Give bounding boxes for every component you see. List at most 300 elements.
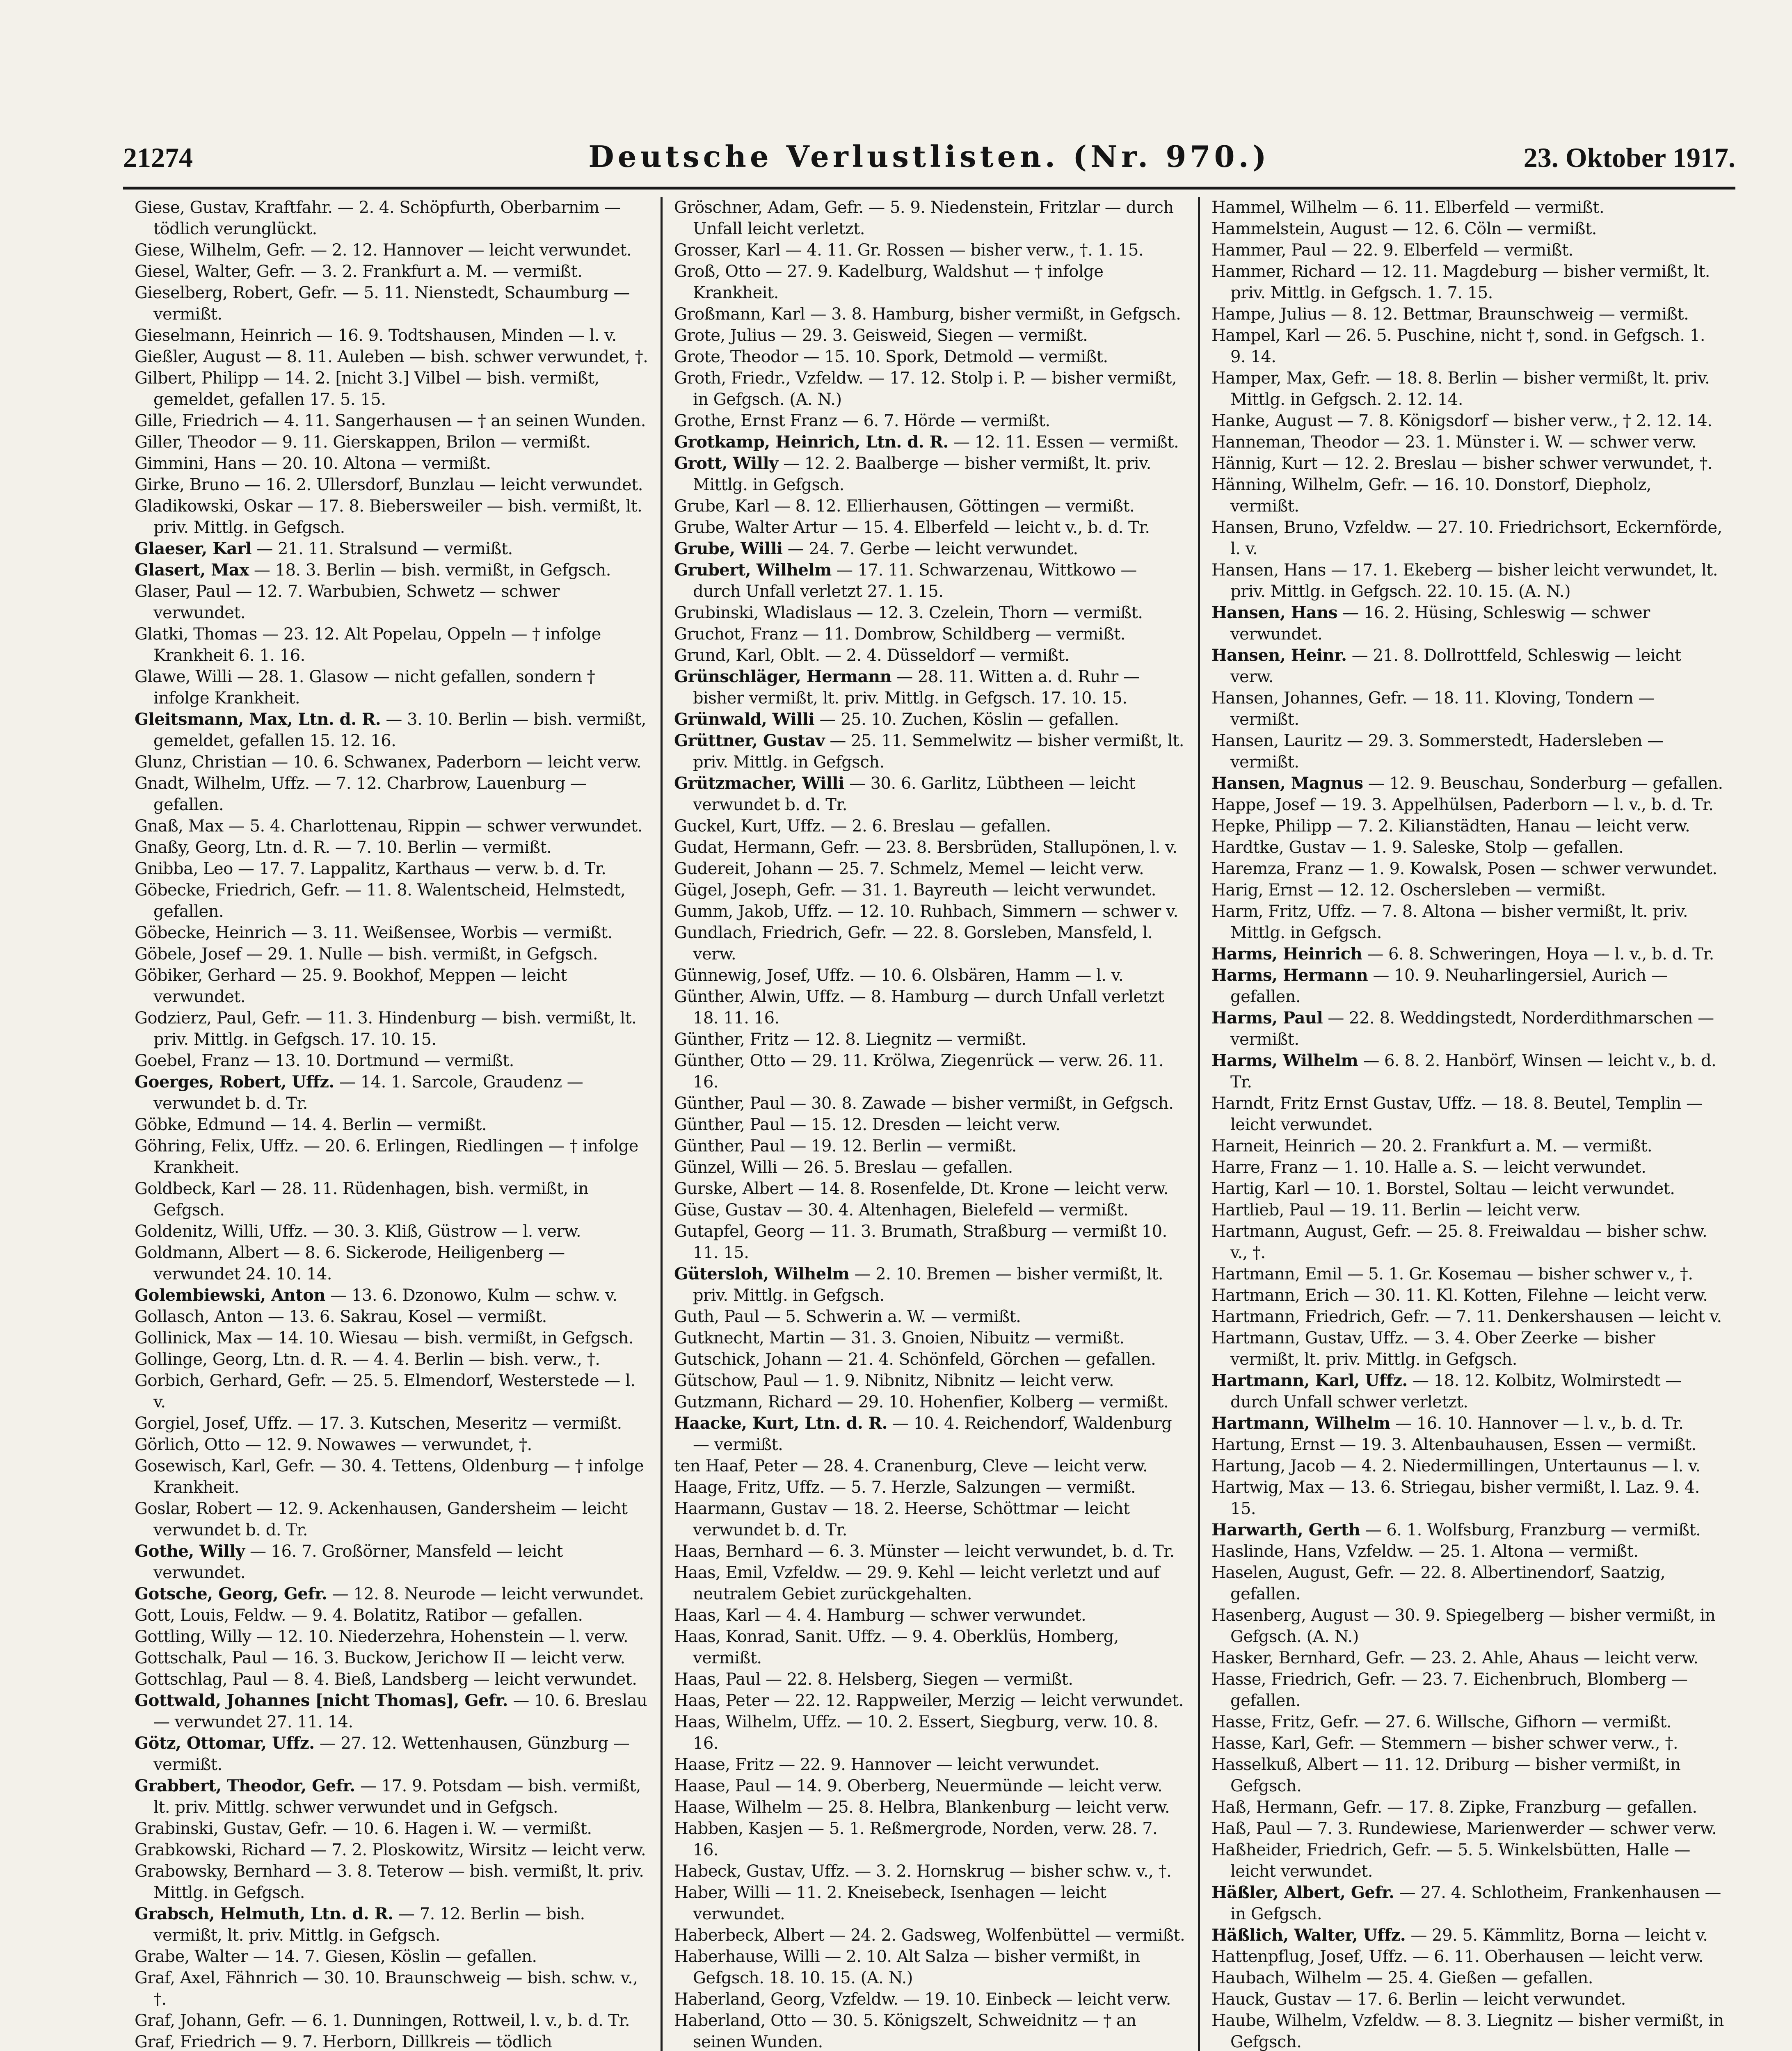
- casualty-entry: [1211, 1989, 1724, 2010]
- casualty-entry: [135, 773, 649, 815]
- casualty-name: Haberland, Georg, Vzfeldw.: [674, 1990, 898, 2009]
- casualty-details: — 11. 3. Brumath, Straßburg — vermißt 10. 11. 15.: [693, 1222, 1167, 1262]
- casualty-entry: [135, 538, 649, 560]
- casualty-details: — 2. 10. Bremen — bisher vermißt, lt. priv. Mittlg. in Gefgsch.: [693, 1265, 1163, 1305]
- casualty-entry: [135, 1007, 649, 1050]
- casualty-name: Haas, Paul: [674, 1670, 761, 1689]
- casualty-name: Gutknecht, Martin: [674, 1329, 825, 1348]
- casualty-name: Grabsch, Helmuth, Ltn. d. R.: [135, 1904, 393, 1923]
- casualty-name: Hasse, Fritz, Gefr.: [1211, 1713, 1359, 1731]
- casualty-name: Grube, Karl: [674, 497, 769, 516]
- casualty-name: Hasse, Karl, Gefr.: [1211, 1734, 1355, 1753]
- casualty-name: Günther, Paul: [674, 1137, 785, 1156]
- casualty-entry: [1211, 858, 1724, 879]
- casualty-name: Göhring, Felix, Uffz.: [135, 1137, 299, 1156]
- casualty-name: Hardtke, Gustav: [1211, 838, 1346, 857]
- casualty-entry: [1211, 965, 1724, 1007]
- casualty-entry: [1211, 1199, 1724, 1221]
- casualty-entry: [1211, 1455, 1724, 1477]
- casualty-details: — 3. 4. Ober Zeerke — bisher vermißt, lt. priv. Mittlg. in Gefgsch.: [1230, 1329, 1655, 1369]
- casualty-details: — 5. 7. Herzle, Salzungen — vermißt.: [825, 1478, 1136, 1497]
- casualty-name: Gundlach, Friedrich, Gefr.: [674, 923, 887, 942]
- publication-title: Deutsche Verlustlisten. (Nr. 970.): [588, 139, 1270, 174]
- casualty-entry: [674, 1327, 1186, 1349]
- casualty-name: Gutzmann, Richard: [674, 1393, 832, 1411]
- casualty-entry: [674, 1114, 1186, 1135]
- casualty-name: Hansen, Lauritz: [1211, 731, 1342, 750]
- casualty-details: — 10. 9. Neuharlingersiel, Aurich — gefallen.: [1230, 966, 1668, 1006]
- casualty-name: Golembiewski, Anton: [135, 1286, 325, 1305]
- casualty-name: Haas, Wilhelm, Uffz.: [674, 1713, 841, 1731]
- casualty-details: — 27. 9. Kadelburg, Waldshut — † infolge Krankheit.: [693, 262, 1104, 302]
- casualty-entry: [1211, 1925, 1724, 1946]
- casualty-details: — 25. 5. Elmendorf, Westerstede — l. v.: [153, 1371, 635, 1411]
- casualty-details: — 4. 11. Sangerhausen — † an seinen Wunden.: [258, 411, 646, 430]
- casualty-name: Goldbeck, Karl: [135, 1179, 256, 1198]
- casualty-details: — 22. 9. Elberfeld — vermißt.: [1326, 241, 1573, 260]
- casualty-details: — 19. 3. Altenbauhausen, Essen — vermißt.: [1335, 1435, 1696, 1454]
- casualty-entry: [135, 1605, 649, 1626]
- casualty-entry: [674, 965, 1186, 986]
- casualty-entry: [1211, 1711, 1724, 1733]
- casualty-name: Haas, Konrad, Sanit. Uffz.: [674, 1627, 886, 1646]
- casualty-details: — 13. 10. Dortmund — vermißt.: [249, 1051, 514, 1070]
- casualty-entry: [135, 1733, 649, 1775]
- casualty-details: — 10. 2. Essert, Siegburg, verw. 10. 8. 16.: [693, 1713, 1159, 1753]
- casualty-details: — 17. 8. Biebersweiler — bish. vermißt, lt. priv. Mittlg. in Gefgsch.: [153, 497, 642, 537]
- casualty-name: Gilbert, Philipp: [135, 369, 258, 388]
- casualty-name: Hännig, Kurt: [1211, 454, 1318, 473]
- casualty-details: — 18. 8. Berlin — bisher vermißt, lt. priv. Mittlg. in Gefgsch. 2. 12. 14.: [1230, 369, 1710, 409]
- casualty-entry: [135, 581, 649, 624]
- casualty-name: ten Haaf, Peter: [674, 1457, 797, 1475]
- casualty-details: — 30. 8. Zawade — bisher vermißt, in Gefgsch.: [785, 1094, 1174, 1113]
- casualty-entry: [1211, 730, 1724, 773]
- casualty-name: Günther, Otto: [674, 1051, 786, 1070]
- casualty-name: Hansen, Hans: [1211, 603, 1338, 622]
- casualty-name: Groth, Friedr., Vzfeldw.: [674, 369, 864, 388]
- casualty-name: Grabbert, Theodor, Gefr.: [135, 1776, 355, 1795]
- casualty-name: Gosewisch, Karl, Gefr.: [135, 1457, 315, 1475]
- casualty-name: Haas, Emil, Vzfeldw.: [674, 1563, 841, 1582]
- casualty-entry: [1211, 687, 1724, 730]
- casualty-entry: [1211, 1178, 1724, 1199]
- casualty-entry: [674, 1669, 1186, 1690]
- casualty-entry: [1211, 794, 1724, 815]
- casualty-name: Haas, Peter: [674, 1691, 769, 1710]
- casualty-details: — 6. 7. Hörde — vermißt.: [837, 411, 1050, 430]
- casualty-name: Gottling, Willy: [135, 1627, 251, 1646]
- casualty-name: Görlich, Otto: [135, 1435, 240, 1454]
- casualty-details: — 31. 1. Bayreuth — leicht verwundet.: [836, 881, 1156, 900]
- casualty-entry: [135, 1221, 649, 1242]
- casualty-entry: [674, 1306, 1186, 1327]
- casualty-entry: [1211, 1562, 1724, 1605]
- casualty-name: Gleitsmann, Max, Ltn. d. R.: [135, 710, 381, 729]
- casualty-name: Güse, Gustav: [674, 1201, 782, 1220]
- casualty-details: — 3. 8. Hamburg, bisher vermißt, in Gefgsch.: [805, 305, 1181, 324]
- casualty-name: Gieselberg, Robert, Gefr.: [135, 283, 338, 302]
- casualty-details: — 24. 2. Gadsweg, Wolfenbüttel — vermißt.: [824, 1926, 1185, 1945]
- casualty-name: Günther, Fritz: [674, 1030, 789, 1049]
- casualty-details: — 14. 9. Oberberg, Neuermünde — leicht verw.: [770, 1777, 1163, 1795]
- casualty-details: — 1. 9. Saleske, Stolp — gefallen.: [1345, 838, 1624, 857]
- casualty-details: — 27. 6. Willsche, Gifhorn — vermißt.: [1359, 1713, 1672, 1731]
- casualty-entry: [674, 858, 1186, 879]
- casualty-details: — 5. 1. Gr. Kosemau — bisher schwer v., †.: [1342, 1265, 1693, 1284]
- casualty-columns: [123, 197, 1735, 2051]
- casualty-details: — 8. 12. Bettmar, Braunschweig — vermißt.: [1326, 305, 1689, 324]
- casualty-name: Hartmann, Wilhelm: [1211, 1414, 1390, 1433]
- casualty-details: — 29. 3. Geisweid, Siegen — vermißt.: [775, 326, 1088, 345]
- casualty-details: — 19. 12. Berlin — vermißt.: [785, 1137, 1017, 1156]
- casualty-entry: [1211, 560, 1724, 602]
- casualty-details: — 5. Schwerin a. W. — vermißt.: [759, 1307, 1021, 1326]
- casualty-details: — 17. 11. Schwarzenau, Wittkowo — durch Unfall verletzt 27. 1. 15.: [693, 561, 1137, 601]
- casualty-entry: [1211, 197, 1724, 218]
- casualty-details: — 22. 9. Hannover — leicht verwundet.: [774, 1755, 1100, 1774]
- casualty-details: — 9. 11. Gierskappen, Brilon — vermißt.: [256, 433, 591, 452]
- casualty-name: Grabowsky, Bernhard: [135, 1862, 311, 1881]
- casualty-entry: [674, 2010, 1186, 2051]
- casualty-name: Graf, Axel, Fähnrich: [135, 1969, 298, 1987]
- casualty-name: Grosser, Karl: [674, 241, 781, 260]
- casualty-details: — 17. 12. Stolp i. P. — bisher vermißt, in Gefgsch. (A. N.): [693, 369, 1177, 409]
- casualty-entry: [135, 943, 649, 965]
- casualty-name: Haacke, Kurt, Ltn. d. R.: [674, 1414, 887, 1433]
- casualty-name: Hartmann, Karl, Uffz.: [1211, 1371, 1408, 1390]
- casualty-name: Haase, Fritz: [674, 1755, 774, 1774]
- casualty-details: — 30. 9. Spiegelberg — bisher vermißt, in Gefgsch. (A. N.): [1230, 1606, 1715, 1646]
- casualty-name: Grotkamp, Heinrich, Ltn. d. R.: [674, 432, 949, 452]
- casualty-name: Gudat, Hermann, Gefr.: [674, 838, 860, 857]
- casualty-name: Gottschalk, Paul: [135, 1649, 267, 1667]
- casualty-entry: [674, 496, 1186, 517]
- casualty-name: Hartmann, Erich: [1211, 1286, 1349, 1305]
- casualty-name: Gottschlag, Paul: [135, 1670, 268, 1689]
- casualty-entry: [674, 1711, 1186, 1754]
- casualty-entry: [135, 1306, 649, 1327]
- casualty-entry: [1211, 1519, 1724, 1541]
- casualty-details: — 3. 2. Hornskrug — bisher schw. v., †.: [850, 1862, 1172, 1881]
- casualty-name: Hansen, Heinr.: [1211, 646, 1347, 665]
- casualty-entry: [135, 453, 649, 474]
- casualty-details: — 23. 7. Eichenbruch, Blomberg — gefallen.: [1230, 1670, 1688, 1710]
- casualty-entry: [1211, 1477, 1724, 1519]
- casualty-details: — 12. 11. Magdeburg — bisher vermißt, lt. priv. Mittlg. in Gefgsch. 1. 7. 15.: [1230, 262, 1710, 302]
- casualty-entry: [674, 709, 1186, 730]
- casualty-entry: [135, 815, 649, 837]
- casualty-name: Gießler, August: [135, 347, 261, 366]
- casualty-name: Hasker, Bernhard, Gefr.: [1211, 1649, 1405, 1667]
- casualty-details: — 25. 7. Schmelz, Memel — leicht verw.: [812, 859, 1144, 878]
- casualty-entry: [1211, 1306, 1724, 1327]
- casualty-name: Hammer, Paul: [1211, 241, 1326, 260]
- casualty-entry: [1211, 304, 1724, 325]
- casualty-entry: [135, 1071, 649, 1114]
- casualty-details: — 7. 12. Berlin — bish. vermißt, lt. priv. Mittlg. in Gefgsch.: [153, 1905, 585, 1945]
- casualty-name: Gütschow, Paul: [674, 1371, 798, 1390]
- casualty-name: Häßlich, Walter, Uffz.: [1211, 1925, 1406, 1945]
- casualty-name: Gurske, Albert: [674, 1179, 793, 1198]
- casualty-details: — 23. 8. Bersbrüden, Stallupönen, l. v.: [859, 838, 1177, 857]
- casualty-entry: [674, 1541, 1186, 1562]
- casualty-entry: [674, 645, 1186, 666]
- issue-date: 23. Oktober 1917.: [1523, 142, 1735, 173]
- casualty-details: — 5. 9. Niedenstein, Fritzlar — durch Unfall leicht verletzt.: [693, 198, 1174, 238]
- casualty-entry: [135, 1114, 649, 1135]
- casualty-details: — 14. 10. Wiesau — bish. vermißt, in Gefgsch.: [251, 1329, 634, 1348]
- casualty-entry: [1211, 1285, 1724, 1306]
- casualty-name: Gotsche, Georg, Gefr.: [135, 1584, 327, 1603]
- column-2: [661, 197, 1198, 2051]
- casualty-details: — 8. 3. Liegnitz — bisher vermißt, in Gefgsch.: [1230, 2011, 1724, 2051]
- casualty-details: — 28. 11. Rüdenhagen, bish. vermißt, in Gefgsch.: [153, 1179, 589, 1220]
- casualty-entry: [1211, 517, 1724, 560]
- casualty-name: Harneit, Heinrich: [1211, 1137, 1355, 1156]
- casualty-entry: [135, 879, 649, 922]
- column-1: [123, 197, 661, 2051]
- casualty-entry: [135, 432, 649, 453]
- casualty-details: — 7. 12. Charbrow, Lauenburg — gefallen.: [153, 774, 587, 814]
- casualty-entry: [135, 1669, 649, 1690]
- casualty-details: — 2. 4. Düsseldorf — vermißt.: [820, 646, 1070, 665]
- casualty-entry: [1211, 1818, 1724, 1839]
- casualty-entry: [674, 1477, 1186, 1498]
- casualty-entry: [674, 368, 1186, 410]
- casualty-entry: [674, 1093, 1186, 1114]
- casualty-details: — 17. 8. Zipke, Franzburg — gefallen.: [1382, 1798, 1697, 1817]
- casualty-entry: [135, 1178, 649, 1221]
- casualty-details: — 27. 12. Wettenhausen, Günzburg — vermißt.: [153, 1734, 630, 1774]
- casualty-details: — 16. 3. Buckow, Jerichow II — leicht verw.: [267, 1649, 625, 1667]
- casualty-name: Hartung, Jacob: [1211, 1457, 1335, 1475]
- casualty-name: Harndt, Fritz Ernst Gustav, Uffz.: [1211, 1094, 1477, 1113]
- casualty-entry: [674, 1221, 1186, 1263]
- casualty-entry: [674, 922, 1186, 965]
- casualty-entry: [674, 325, 1186, 346]
- casualty-entry: [1211, 901, 1724, 943]
- casualty-details: — 19. 10. Einbeck — leicht verw.: [898, 1990, 1171, 2009]
- casualty-name: Grubert, Wilhelm: [674, 560, 832, 580]
- casualty-name: Hauck, Gustav: [1211, 1990, 1331, 2009]
- casualty-name: Gorbich, Gerhard, Gefr.: [135, 1371, 327, 1390]
- casualty-name: Goldmann, Albert: [135, 1243, 279, 1262]
- casualty-entry: [674, 837, 1186, 858]
- casualty-details: — 19. 3. Appelhülsen, Paderborn — l. v., b. d. Tr.: [1315, 795, 1714, 814]
- casualty-details: — 4. 2. Niedermillingen, Untertaunus — l. v.: [1335, 1457, 1701, 1475]
- casualty-name: Hartmann, Gustav, Uffz.: [1211, 1329, 1408, 1348]
- casualty-name: Hammelstein, August: [1211, 219, 1387, 238]
- casualty-name: Gorgiel, Josef, Uffz.: [135, 1414, 293, 1433]
- casualty-details: — 22. 8. Gorsleben, Mansfeld, l. verw.: [693, 923, 1153, 964]
- casualty-entry: [674, 1626, 1186, 1669]
- casualty-entry: [1211, 1007, 1724, 1050]
- casualty-details: — 12. 2. Breslau — bisher schwer verwundet, †.: [1317, 454, 1713, 473]
- casualty-details: — 10. 1. Borstel, Soltau — leicht verwundet.: [1309, 1179, 1675, 1198]
- casualty-details: — 26. 5. Puschine, nicht †, sond. in Gefgsch. 1. 9. 14.: [1230, 326, 1705, 366]
- casualty-details: — 3. 2. Frankfurt a. M. — vermißt.: [295, 262, 583, 281]
- casualty-details: — 27. 10. Friedrichsort, Eckernförde, l. v.: [1230, 518, 1722, 558]
- casualty-name: Gnibba, Leo: [135, 859, 233, 878]
- casualty-entry: [674, 1797, 1186, 1818]
- casualty-details: — 21. 4. Schönfeld, Görchen — gefallen.: [822, 1350, 1156, 1369]
- casualty-entry: [1211, 368, 1724, 410]
- casualty-entry: [1211, 837, 1724, 858]
- casualty-entry: [674, 304, 1186, 325]
- casualty-details: — 16. 10. Hannover — l. v., b. d. Tr.: [1390, 1414, 1684, 1433]
- casualty-name: Göbele, Josef: [135, 945, 241, 964]
- casualty-name: Grothe, Ernst Franz: [674, 411, 837, 430]
- casualty-details: — 12. 7. Warbubien, Schwetz — schwer verwundet.: [153, 582, 560, 622]
- casualty-name: Gladikowski, Oskar: [135, 497, 293, 516]
- column-3: [1198, 197, 1735, 2051]
- casualty-name: Graf, Friedrich: [135, 2033, 256, 2051]
- casualty-name: Hasse, Friedrich, Gefr.: [1211, 1670, 1396, 1689]
- casualty-entry: [674, 773, 1186, 815]
- casualty-name: Glasert, Max: [135, 560, 249, 580]
- casualty-entry: [135, 1285, 649, 1306]
- casualty-details: — Stemmern — bisher schwer verw., †.: [1354, 1734, 1678, 1753]
- casualty-details: — 8. Hamburg — durch Unfall verletzt 18. 11. 16.: [693, 987, 1164, 1028]
- casualty-entry: [674, 1199, 1186, 1221]
- casualty-name: Harms, Hermann: [1211, 966, 1368, 985]
- casualty-name: Hartlieb, Paul: [1211, 1201, 1324, 1220]
- casualty-entry: [135, 624, 649, 666]
- casualty-entry: [674, 1349, 1186, 1370]
- casualty-name: Haberland, Otto: [674, 2011, 807, 2030]
- casualty-name: Günnewig, Josef, Uffz.: [674, 966, 855, 985]
- casualty-details: — 2. 12. Hannover — leicht verwundet.: [306, 241, 632, 260]
- casualty-entry: [674, 986, 1186, 1029]
- casualty-details: — 27. 4. Schlotheim, Frankenhausen — in Gefgsch.: [1230, 1883, 1721, 1923]
- casualty-details: — 17. 6. Berlin — leicht verwundet.: [1330, 1990, 1626, 2009]
- casualty-entry: [135, 858, 649, 879]
- casualty-name: Harms, Wilhelm: [1211, 1051, 1358, 1070]
- casualty-name: Girke, Bruno: [135, 475, 240, 494]
- casualty-name: Goslar, Robert: [135, 1499, 252, 1518]
- casualty-entry: [1211, 1946, 1724, 1967]
- casualty-name: Gutschick, Johann: [674, 1350, 822, 1369]
- casualty-name: Guckel, Kurt, Uffz.: [674, 817, 826, 836]
- casualty-details: — 11. 2. Kneisebeck, Isenhagen — leicht verwundet.: [693, 1883, 1106, 1923]
- casualty-entry: [1211, 1797, 1724, 1818]
- casualty-details: — 8. 11. Auleben — bish. schwer verwundet, †.: [260, 347, 648, 366]
- casualty-entry: [135, 1455, 649, 1498]
- casualty-entry: [1211, 325, 1724, 368]
- casualty-name: Häßler, Albert, Gefr.: [1211, 1883, 1394, 1902]
- casualty-name: Grund, Karl, Oblt.: [674, 646, 820, 665]
- casualty-entry: [1211, 410, 1724, 432]
- casualty-details: — 6. 8. 2. Hanbörf, Winsen — leicht v., b. d. Tr.: [1230, 1051, 1717, 1092]
- casualty-name: Glunz, Christian: [135, 753, 267, 772]
- casualty-details: — 22. 8. Helsberg, Siegen — vermißt.: [761, 1670, 1073, 1689]
- casualty-details: — 22. 8. Albertinendorf, Saatzig, gefallen.: [1230, 1563, 1666, 1603]
- casualty-entry: [674, 197, 1186, 240]
- casualty-details: — 6. 11. Oberhausen — leicht verw.: [1408, 1947, 1703, 1966]
- casualty-details: — 29. 10. Hohenfier, Kolberg — vermißt.: [832, 1393, 1169, 1411]
- casualty-details: — 6. 1. Wolfsburg, Franzburg — vermißt.: [1360, 1521, 1701, 1539]
- casualty-entry: [674, 879, 1186, 901]
- casualty-name: Gollasch, Anton: [135, 1307, 263, 1326]
- casualty-entry: [1211, 2010, 1724, 2051]
- casualty-details: — 25. 11. Semmelwitz — bisher vermißt, lt. priv. Mittlg. in Gefgsch.: [693, 731, 1184, 772]
- casualty-details: — 11. 8. Walentscheid, Helmstedt, gefallen.: [153, 881, 626, 921]
- casualty-name: Gimmini, Hans: [135, 454, 256, 473]
- casualty-details: — 14. 7. Giesen, Köslin — gefallen.: [248, 1947, 537, 1966]
- casualty-name: Hasenberg, August: [1211, 1606, 1369, 1625]
- casualty-name: Gottwald, Johannes [nicht Thomas], Gefr.: [135, 1691, 508, 1710]
- casualty-name: Grabkowski, Richard: [135, 1841, 306, 1859]
- casualty-entry: [1211, 1413, 1724, 1434]
- casualty-details: — 2. 6. Breslau — gefallen.: [825, 817, 1051, 836]
- casualty-entry: [674, 1391, 1186, 1413]
- casualty-details: — 9. 4. Bolatitz, Ratibor — gefallen.: [286, 1606, 583, 1625]
- casualty-entry: [135, 2010, 649, 2031]
- casualty-entry: [674, 1775, 1186, 1797]
- casualty-entry: [1211, 1541, 1724, 1562]
- casualty-details: — 10. 6. Breslau — verwundet 27. 11. 14.: [153, 1691, 647, 1731]
- casualty-entry: [1211, 1839, 1724, 1882]
- casualty-details: — 2. 4. Schöpfurth, Oberbarnim — tödlich verunglückt.: [153, 198, 621, 238]
- casualty-name: Gumm, Jakob, Uffz.: [674, 902, 833, 921]
- casualty-name: Gollinge, Georg, Ltn. d. R.: [135, 1350, 347, 1369]
- casualty-name: Gollinick, Max: [135, 1329, 252, 1348]
- casualty-details: — 13. 6. Dzonowo, Kulm — schw. v.: [325, 1286, 617, 1305]
- casualty-name: Guth, Paul: [674, 1307, 759, 1326]
- casualty-entry: [135, 197, 649, 240]
- casualty-details: — 10. 6. Olsbären, Hamm — l. v.: [855, 966, 1124, 985]
- casualty-name: Goebel, Franz: [135, 1051, 249, 1070]
- casualty-name: Gügel, Joseph, Gefr.: [674, 881, 836, 900]
- casualty-details: — 6. 11. Elberfeld — vermißt.: [1357, 198, 1605, 217]
- casualty-name: Gutapfel, Georg: [674, 1222, 804, 1241]
- casualty-name: Haas, Karl: [674, 1606, 760, 1625]
- casualty-entry: [674, 410, 1186, 432]
- casualty-entry: [674, 1605, 1186, 1626]
- casualty-details: — 25. 4. Gießen — gefallen.: [1361, 1969, 1593, 1987]
- casualty-name: Hattenpflug, Josef, Uffz.: [1211, 1947, 1408, 1966]
- casualty-name: Gnaß, Max: [135, 817, 224, 836]
- casualty-details: — 7. 10. Berlin — vermißt.: [330, 838, 552, 857]
- casualty-entry: [674, 602, 1186, 624]
- casualty-details: — 12. 11. Essen — vermißt.: [948, 433, 1179, 452]
- casualty-name: Hartung, Ernst: [1211, 1435, 1335, 1454]
- casualty-name: Günther, Paul: [674, 1094, 785, 1113]
- casualty-name: Gnaßy, Georg, Ltn. d. R.: [135, 838, 330, 857]
- casualty-name: Happe, Josef: [1211, 795, 1315, 814]
- casualty-details: — 22. 12. Rappweiler, Merzig — leicht verwundet.: [768, 1691, 1184, 1710]
- casualty-name: Haarmann, Gustav: [674, 1499, 827, 1518]
- casualty-details: — 18. 3. Berlin — bish. vermißt, in Gefgsch.: [249, 561, 611, 580]
- casualty-entry: [135, 1967, 649, 2010]
- casualty-details: — 1. 10. Halle a. S. — leicht verwundet.: [1317, 1158, 1646, 1177]
- casualty-entry: [1211, 474, 1724, 517]
- casualty-details: — 23. 1. Münster i. W. — schwer verw.: [1378, 433, 1697, 452]
- casualty-name: Glawe, Willi: [135, 667, 232, 686]
- casualty-details: — 7. 8. Altona — bisher vermißt, lt. priv. Mittlg. in Gefgsch.: [1230, 902, 1688, 942]
- casualty-details: — 16. 2. Hüsing, Schleswig — schwer verwundet.: [1230, 603, 1650, 644]
- casualty-name: Grüttner, Gustav: [674, 731, 825, 750]
- casualty-entry: [674, 1455, 1186, 1477]
- casualty-entry: [674, 730, 1186, 773]
- casualty-name: Grube, Walter Artur: [674, 518, 837, 537]
- casualty-details: — 3. 10. Berlin — bish. vermißt, gemeldet, gefallen 15. 12. 16.: [153, 710, 647, 750]
- casualty-entry: [674, 240, 1186, 261]
- casualty-entry: [135, 261, 649, 282]
- casualty-details: — 29. 3. Sommerstedt, Hadersleben — vermißt.: [1230, 731, 1664, 772]
- casualty-entry: [135, 922, 649, 943]
